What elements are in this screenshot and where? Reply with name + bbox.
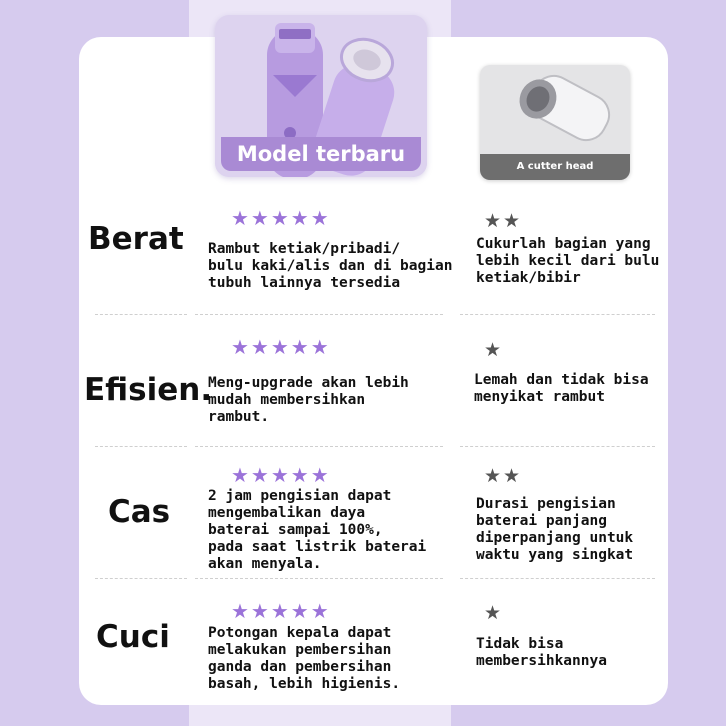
- row-divider: [195, 578, 443, 579]
- new-rating-stars: ★★★★★: [231, 463, 331, 487]
- row-divider: [195, 446, 443, 447]
- old-rating-stars: ★: [484, 602, 504, 624]
- new-rating-stars: ★★★★★: [231, 206, 331, 230]
- new-product-image: [215, 15, 427, 177]
- row-label-cuci: Cuci: [96, 619, 170, 655]
- old-rating-stars: ★★: [484, 465, 523, 487]
- old-rating-stars: ★★: [484, 210, 523, 232]
- row-divider: [460, 446, 655, 447]
- row-divider: [460, 578, 655, 579]
- row-label-berat: Berat: [88, 221, 184, 257]
- old-description: Tidak bisa membersihkannya: [476, 636, 607, 669]
- old-description: Durasi pengisian baterai panjang diperpanjang untuk waktu yang singkat: [476, 496, 634, 563]
- row-divider: [95, 314, 187, 315]
- row-label-efisien: Efisien.: [84, 372, 213, 408]
- new-description: Potongan kepala dapat melakukan pembersihan ganda dan pembersihan basah, lebih higienis.: [208, 625, 401, 692]
- new-product-caption: Model terbaru: [221, 137, 421, 171]
- old-description: Lemah dan tidak bisa menyikat rambut: [474, 372, 649, 405]
- old-product-caption: A cutter head: [480, 154, 630, 180]
- old-description: Cukurlah bagian yang lebih kecil dari bulu ketiak/bibir: [476, 236, 660, 286]
- row-divider: [95, 446, 187, 447]
- new-description: 2 jam pengisian dapat mengembalikan daya baterai sampai 100%, pada saat listrik baterai akan menyala.: [208, 488, 427, 572]
- old-rating-stars: ★: [484, 339, 504, 361]
- new-description: Meng-upgrade akan lebih mudah membersihkan rambut.: [208, 375, 409, 425]
- row-label-cas: Cas: [108, 494, 171, 530]
- row-divider: [95, 578, 187, 579]
- new-rating-stars: ★★★★★: [231, 335, 331, 359]
- new-description: Rambut ketiak/pribadi/ bulu kaki/alis dan di bagian tubuh lainnya tersedia: [208, 241, 453, 291]
- row-divider: [195, 314, 443, 315]
- new-rating-stars: ★★★★★: [231, 599, 331, 623]
- row-divider: [460, 314, 655, 315]
- old-product-image: [480, 65, 630, 180]
